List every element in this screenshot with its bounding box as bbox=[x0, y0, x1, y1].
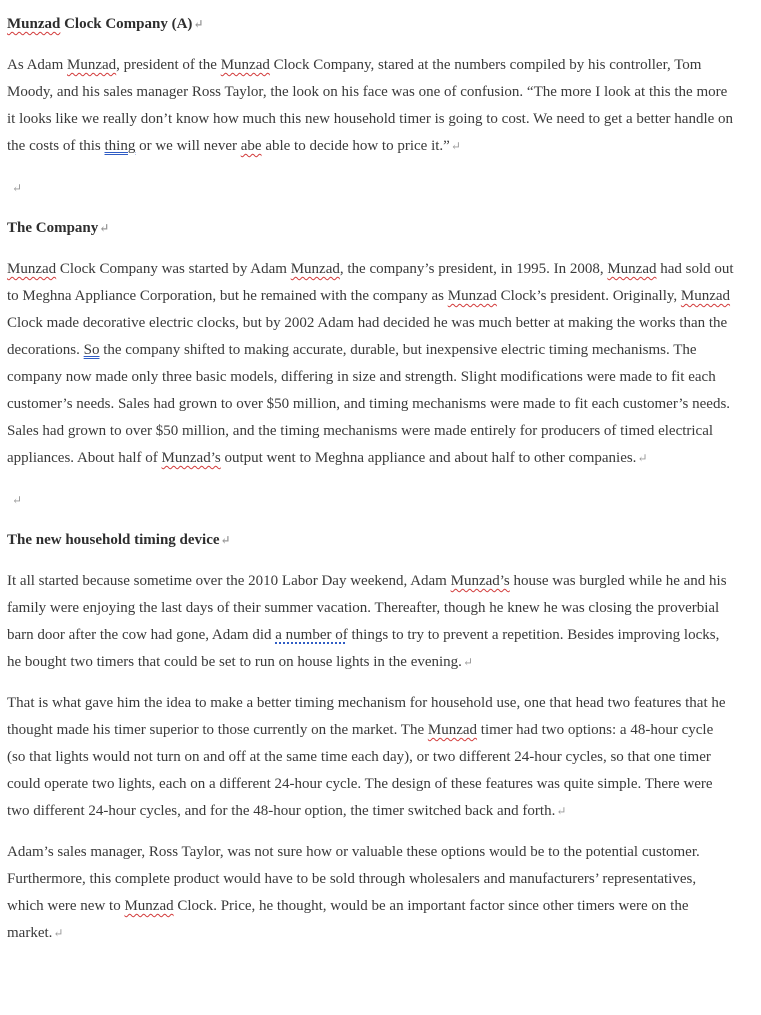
spelling-flag: Munzad bbox=[220, 57, 270, 73]
spelling-flag: Munzad bbox=[67, 57, 117, 73]
spelling-flag: Munzad bbox=[427, 722, 478, 738]
section-heading-company: The Company↵ bbox=[7, 220, 110, 236]
spelling-flag: Munzad bbox=[680, 288, 731, 304]
paragraph-mark-icon: ↵ bbox=[12, 493, 23, 507]
paragraph-mark-icon: ↵ bbox=[193, 17, 204, 31]
grammar-flag: thing bbox=[104, 138, 136, 154]
timer-paragraph-1: It all started because sometime over the 2010 Labor Day weekend, Adam Munzad’s house was burgled while he and his family were enjoying the last days of their summer vacation. Thereafter, though he knew he was closing the proverbial barn door after the cow had gone, Adam did a number of things to try to prevent a repetition. Besides improving locks, he bought two timers that could be set to run on house lights in the evening.↵ bbox=[7, 573, 727, 670]
spelling-flag: Munzad’s bbox=[450, 573, 510, 589]
spelling-flag: Munzad bbox=[7, 16, 61, 32]
section-heading-timer: The new household timing device↵ bbox=[7, 532, 231, 548]
empty-paragraph bbox=[7, 486, 735, 513]
empty-paragraph bbox=[7, 174, 735, 201]
paragraph-mark-icon: ↵ bbox=[53, 926, 64, 940]
paragraph-mark-icon: ↵ bbox=[99, 221, 110, 235]
company-paragraph: Munzad Clock Company was started by Adam Munzad, the company’s president, in 1995. In 2008, Munzad had sold out to Meghna Appliance Corporation, but he remained with the company as Munzad Clock’s president. Originally, Munzad Clock made decorative electric clocks, but by 2002 Adam had decided he was much better at making the works than the decorations. So the company shifted to making accurate, durable, but inexpensive electric timing mechanisms. The company now made only three basic models, differing in size and strength. Slight modifications were made to fit each customer’s needs. Sales had grown to over $50 million, and timing mechanisms were made to fit each customer’s needs. Sales had grown to over $50 million, and the timing mechanisms were made entirely for producers of timed electrical appliances. About half of Munzad’s output went to Meghna appliance and about half to other companies.↵ bbox=[7, 261, 734, 466]
paragraph-mark-icon: ↵ bbox=[556, 804, 567, 818]
style-flag: a number of bbox=[275, 627, 348, 643]
paragraph-mark-icon: ↵ bbox=[637, 451, 648, 465]
spelling-flag: Munzad’s bbox=[161, 450, 221, 466]
paragraph-mark-icon: ↵ bbox=[450, 139, 461, 153]
grammar-flag: So bbox=[83, 342, 100, 358]
paragraph-mark-icon: ↵ bbox=[12, 181, 23, 195]
paragraph-mark-icon: ↵ bbox=[220, 533, 231, 547]
timer-paragraph-3: Adam’s sales manager, Ross Taylor, was not sure how or valuable these options would be to the potential customer. Furthermore, this complete product would have to be sold through wholesalers and manufacturers’ representatives, which were new to Munzad Clock. Price, he thought, would be an important factor since other timers were on the market.↵ bbox=[7, 844, 700, 941]
timer-paragraph-2: That is what gave him the idea to make a better timing mechanism for household use, one that head two features that he thought made his timer superior to those currently on the market. The Munzad timer had two options: a 48-hour cycle (so that lights would not turn on and off at the same time each day), or two different 24-hour cycles, so that one timer could operate two lights, each on a different 24-hour cycle. The design of these features was quite simple. There were two different 24-hour cycles, and for the 48-hour option, the timer switched back and forth.↵ bbox=[7, 695, 726, 819]
document-title: Munzad Clock Company (A)↵ bbox=[7, 16, 204, 32]
intro-paragraph: As Adam Munzad, president of the Munzad Clock Company, stared at the numbers compiled by his controller, Tom Moody, and his sales manager Ross Taylor, the look on his face was one of confusion. “The more I look at this the more it looks like we really don’t know how much this new household timer is going to cost. We need to get a better handle on the costs of this thing or we will never abe able to decide how to price it.”↵ bbox=[7, 57, 734, 154]
spelling-flag: Munzad bbox=[7, 261, 57, 277]
spelling-flag: Munzad bbox=[607, 261, 657, 277]
paragraph-mark-icon: ↵ bbox=[462, 655, 473, 669]
spelling-flag: Munzad bbox=[290, 261, 340, 277]
spelling-flag: abe bbox=[240, 138, 262, 154]
spelling-flag: Munzad bbox=[124, 898, 174, 914]
spelling-flag: Munzad bbox=[447, 288, 497, 304]
